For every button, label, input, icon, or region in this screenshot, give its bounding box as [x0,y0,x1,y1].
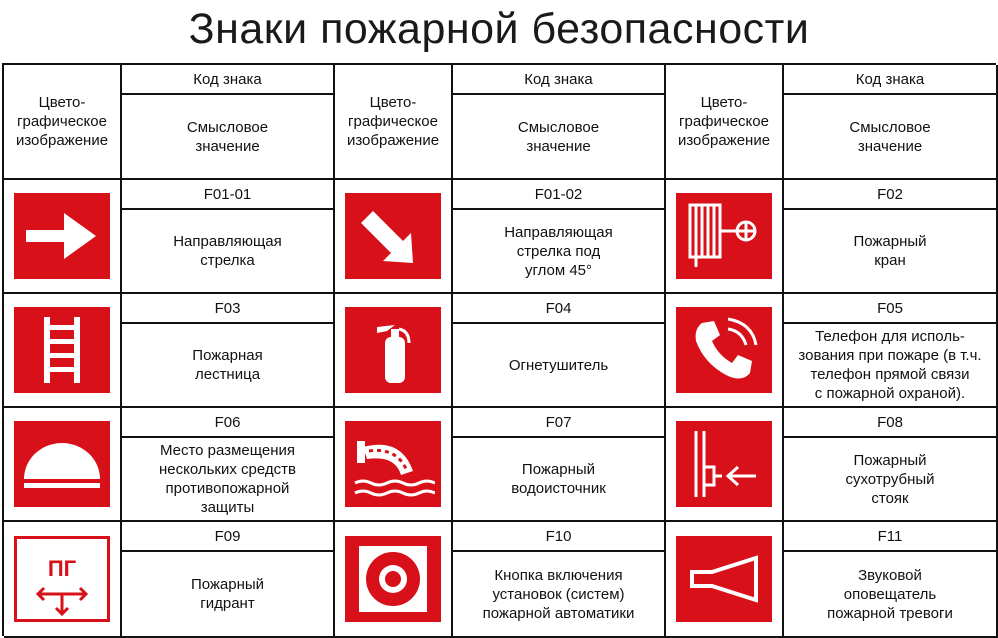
sign-meaning-text: Огнетушитель [508,356,609,374]
sign-code [122,408,335,438]
sign-f07-image [335,408,453,522]
sign-plate [676,536,772,622]
header-image [666,65,784,180]
sign-f03-image [4,294,122,408]
sign-code-text: F06 [214,413,241,431]
sign-code [453,180,666,210]
signs-table [2,63,996,636]
sign-code-text: F11 [877,527,903,545]
sign-code-text: F01-02 [534,185,583,203]
sign-code [122,522,335,552]
sign-code-text: F07 [545,413,572,431]
sign-meaning-text: Пожарный сухотрубный стояк [845,451,935,507]
header-meaning [122,95,335,180]
arrow-right-icon [20,199,104,273]
dry-riser-icon [682,427,766,501]
header-meaning [784,95,998,180]
sign-code [453,294,666,324]
sign-meaning-text: Место размещения нескольких средств противопожарной защиты [159,442,296,516]
sign-code [784,294,998,324]
sign-f01-02-image [335,180,453,294]
sign-plate [345,307,441,393]
sign-f02-image [666,180,784,294]
header-image [335,65,453,180]
alarm-button-icon [351,542,435,616]
header-code-text: Код знака [855,70,925,88]
sign-meaning [784,210,998,294]
sign-f04-image [335,294,453,408]
header-code [453,65,666,95]
sign-meaning-text: Телефон для исполь- зования при пожаре (в т.ч. телефон прямой связи с пожарной охраной). [798,328,982,402]
header-code [122,65,335,95]
sign-code-text: F02 [877,185,903,203]
sign-meaning [784,438,998,522]
sign-f05-image [666,294,784,408]
header-meaning-text: Смысловое значение [517,118,600,155]
fire-hose-reel-icon [682,199,766,273]
sign-meaning [453,552,666,638]
sign-code-text: F01-01 [203,185,252,203]
sign-code-text: F04 [545,299,572,317]
sign-meaning [784,552,998,638]
sign-meaning-text: Направляющая стрелка [173,233,282,269]
sign-meaning [784,324,998,408]
sign-f08-image [666,408,784,522]
sign-plate [345,421,441,507]
sign-f01-01-image [4,180,122,294]
telephone-icon [682,313,766,387]
sign-code [784,180,998,210]
sign-code [784,522,998,552]
sign-meaning [122,438,335,522]
sign-code-text: F10 [545,527,572,545]
sign-meaning [453,438,666,522]
sign-meaning-text: Кнопка включения установок (систем) пожарной автоматики [482,566,635,622]
sign-code-text: F05 [877,299,903,317]
sign-plate [14,536,110,622]
header-code-text: Код знака [193,70,262,88]
water-source-icon [351,427,435,501]
header-meaning-text: Смысловое значение [849,118,931,155]
sign-f06-image [4,408,122,522]
sign-meaning [453,324,666,408]
sign-meaning-text: Пожарный гидрант [190,576,265,612]
sign-meaning [122,552,335,638]
sign-plate [676,193,772,279]
sign-code [784,408,998,438]
sign-meaning-text: Направляющая стрелка под углом 45° [504,223,613,279]
sign-code [453,522,666,552]
sign-code [122,294,335,324]
arrow-diagonal-icon [351,199,435,273]
sign-plate [345,536,441,622]
sign-code-text: F03 [214,299,241,317]
header-meaning [453,95,666,180]
hydrant-icon [20,542,104,616]
sign-f10-image [335,522,453,638]
sign-code [122,180,335,210]
sign-plate [676,421,772,507]
header-meaning-text: Смысловое значение [186,118,269,155]
sign-meaning [122,210,335,294]
sign-meaning-text: Звуковой оповещатель пожарной тревоги [827,566,953,622]
sign-plate [14,193,110,279]
dome-icon [20,427,104,501]
sign-meaning-text: Пожарная лестница [192,347,263,383]
sign-code [453,408,666,438]
hydrant-label: ПГ [47,556,77,581]
header-code [784,65,998,95]
sign-plate [345,193,441,279]
sign-code-text: F08 [877,413,903,431]
ladder-icon [20,313,104,387]
sounder-horn-icon [682,542,766,616]
sign-f11-image [666,522,784,638]
sign-plate [676,307,772,393]
fire-extinguisher-icon [351,313,435,387]
header-code-text: Код знака [524,70,593,88]
header-image-text: Цвето- графическое изображение [346,94,440,149]
header-image-text: Цвето- графическое изображение [677,94,771,149]
sign-meaning [122,324,335,408]
page-title: Знаки пожарной безопасности [188,5,810,53]
sign-meaning-text: Пожарный кран [853,233,927,269]
header-image-text: Цвето- графическое изображение [15,94,109,149]
sign-meaning [453,210,666,294]
sign-plate [14,421,110,507]
sign-plate [14,307,110,393]
sign-meaning-text: Пожарный водоисточник [511,461,606,497]
sign-code-text: F09 [214,527,241,545]
sign-f09-image [4,522,122,638]
header-image [4,65,122,180]
